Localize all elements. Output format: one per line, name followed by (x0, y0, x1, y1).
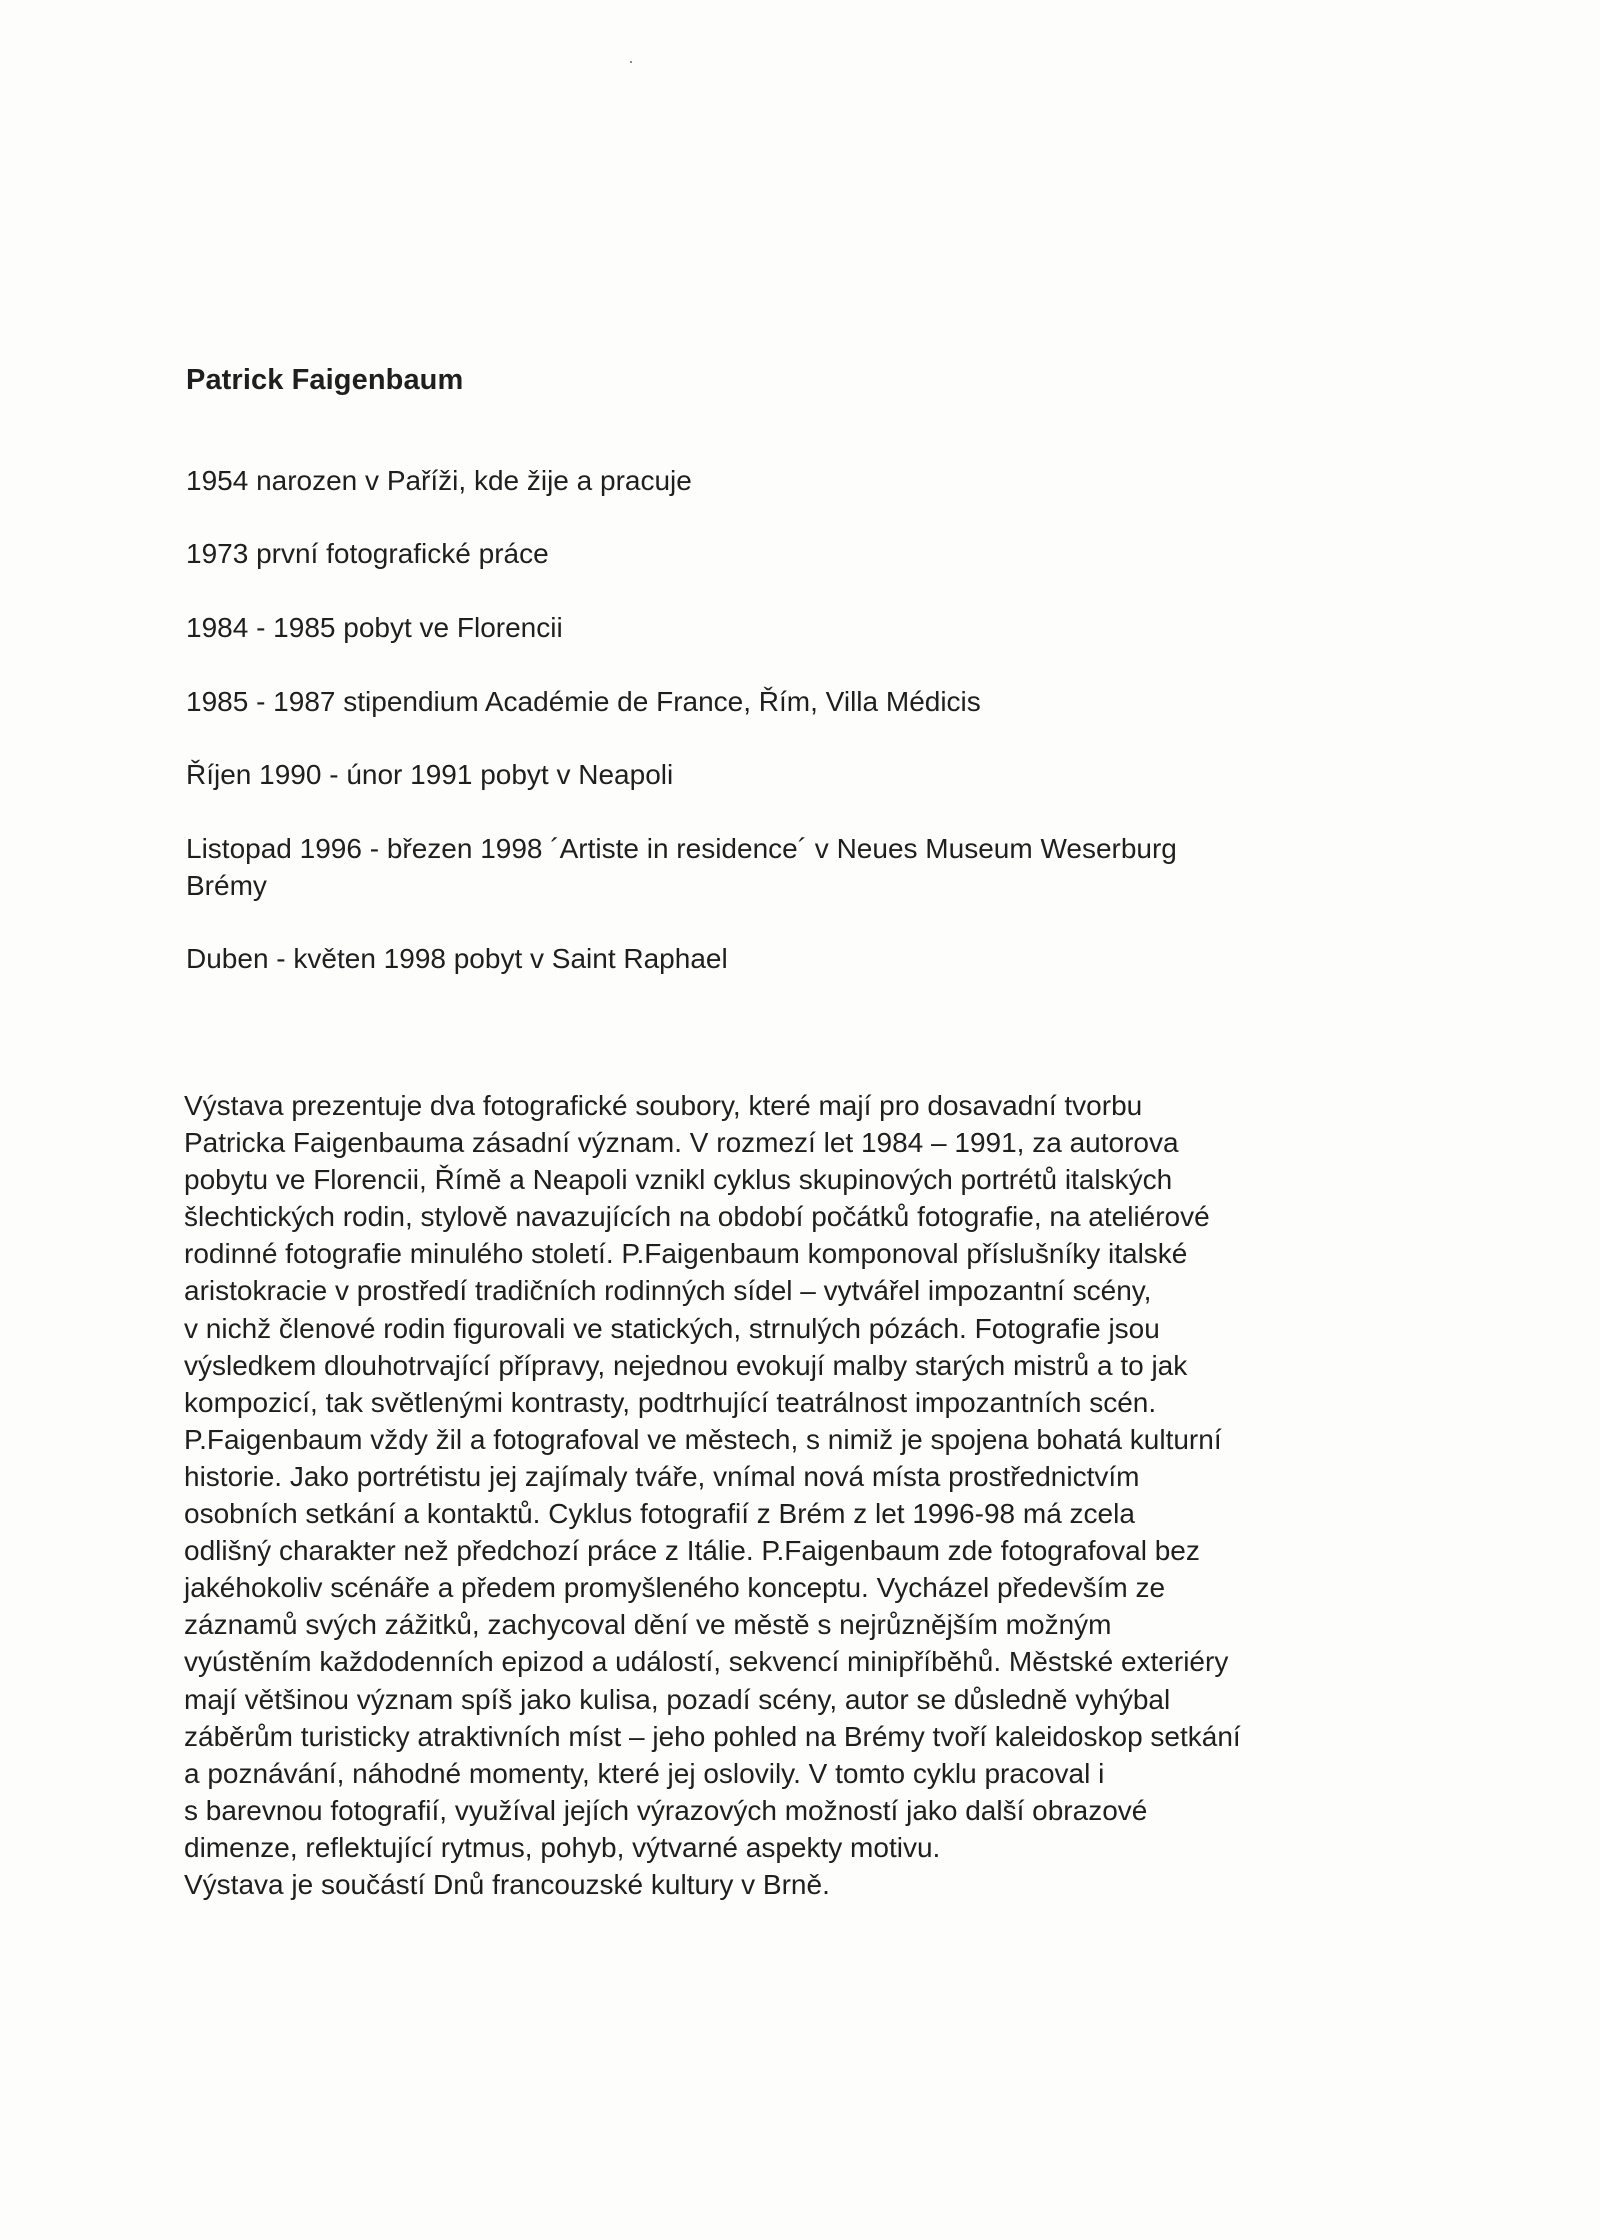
paragraph-line: výsledkem dlouhotrvající přípravy, nejednou evokují malby starých mistrů a to jak (184, 1349, 1188, 1381)
bio-entry: 1985 - 1987 stipendium Académie de France, Řím, Villa Médicis (186, 686, 981, 717)
paragraph-line: historie. Jako portrétistu jej zajímaly tváře, vnímal nová místa prostřednictvím (184, 1460, 1140, 1492)
paragraph-line: záznamů svých zážitků, zachycoval dění ve městě s nejrůznějším možným (184, 1609, 1112, 1641)
paragraph-line: rodinné fotografie minulého století. P.Faigenbaum komponoval příslušníky italské (184, 1238, 1188, 1270)
paragraph-line: záběrům turisticky atraktivních míst – jeho pohled na Brémy tvoří kaleidoskop setkání (184, 1720, 1241, 1752)
paragraph-line: jakéhokoliv scénáře a předem promyšleného konceptu. Vycházel především ze (184, 1572, 1166, 1604)
paragraph-line: kompozicí, tak světlenými kontrasty, podtrhující teatrálnost impozantních scén. (184, 1386, 1157, 1418)
exhibition-paragraph (184, 1087, 1424, 1903)
bio-entry: Duben - květen 1998 pobyt v Saint Raphael (186, 943, 728, 974)
paragraph-line: Výstava prezentuje dva fotografické soubory, které mají pro dosavadní tvorbu (184, 1090, 1143, 1121)
paragraph-line: a poznávání, náhodné momenty, které jej oslovily. V tomto cyklu pracoval i (184, 1757, 1105, 1789)
paragraph-line: vyústěním každodenních epizod a událostí, sekvencí minipříběhů. Městské exteriéry (184, 1646, 1229, 1678)
paragraph-line: mají většinou význam spíš jako kulisa, pozadí scény, autor se důsledně vyhýbal (184, 1683, 1171, 1715)
paragraph-line: Výstava je součástí Dnů francouzské kultury v Brně. (184, 1868, 830, 1900)
bio-entry: 1954 narozen v Paříži, kde žije a pracuje (186, 465, 692, 496)
paragraph-line: v nichž členové rodin figurovali ve statických, strnulých pózách. Fotografie jsou (184, 1312, 1160, 1344)
paragraph-line: P.Faigenbaum vždy žil a fotografoval ve městech, s nimiž je spojena bohatá kulturní (184, 1423, 1222, 1455)
bio-entry: Listopad 1996 - březen 1998 ´Artiste in residence´ v Neues Museum Weserburg (186, 833, 1177, 864)
bio-entry: 1984 - 1985 pobyt ve Florencii (186, 612, 563, 643)
paragraph-line: s barevnou fotografií, využíval jejích výrazových možností jako další obrazové (184, 1794, 1148, 1826)
page-title: Patrick Faigenbaum (186, 364, 464, 396)
paragraph-line: pobytu ve Florencii, Římě a Neapoli vznikl cyklus skupinových portrétů italských (184, 1164, 1173, 1196)
paragraph-line: šlechtických rodin, stylově navazujících na období počátků fotografie, na ateliérové (184, 1201, 1210, 1233)
paragraph-line: osobních setkání a kontaktů. Cyklus fotografií z Brém z let 1996-98 má zcela (184, 1498, 1135, 1530)
paragraph-line: odlišný charakter než předchozí práce z Itálie. P.Faigenbaum zde fotografoval bez (184, 1535, 1200, 1567)
paragraph-line: Patricka Faigenbauma zásadní význam. V rozmezí let 1984 – 1991, za autorova (184, 1127, 1179, 1159)
paragraph-line: aristokracie v prostředí tradičních rodinných sídel – vytvářel impozantní scény, (184, 1275, 1152, 1307)
paragraph-line: dimenze, reflektující rytmus, pohyb, výtvarné aspekty motivu. (184, 1831, 941, 1863)
bio-entry-continuation: Brémy (186, 870, 267, 901)
bio-entry: Říjen 1990 - únor 1991 pobyt v Neapoli (186, 759, 674, 790)
scan-speck (630, 61, 632, 63)
bio-entry: 1973 první fotografické práce (186, 538, 549, 569)
